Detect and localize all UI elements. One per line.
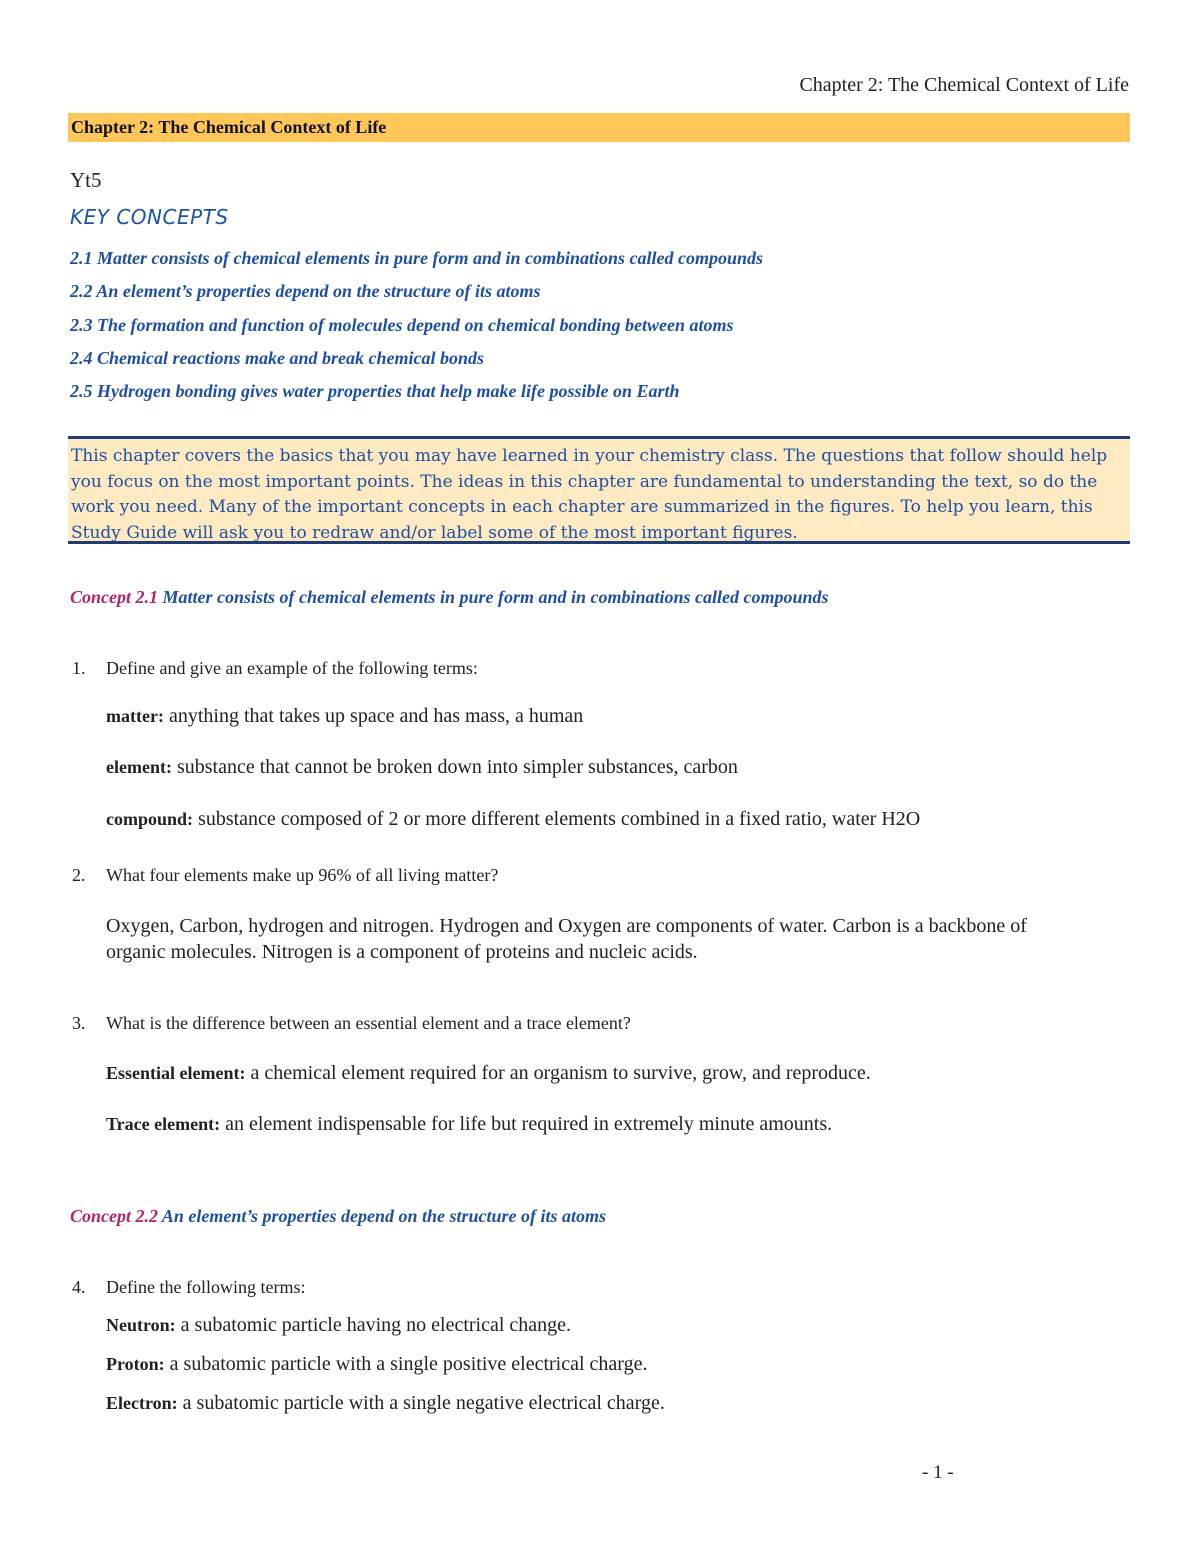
term-def: substance that cannot be broken down into simpler substances, carbon xyxy=(171,756,738,778)
key-concept-item: 2.3 The formation and function of molecules depend on chemical bonding between atoms xyxy=(70,315,734,335)
key-concept-item: 2.4 Chemical reactions make and break chemical bonds xyxy=(70,348,484,368)
term-label: compound: xyxy=(106,809,194,829)
term-label: Neutron: xyxy=(106,1315,176,1335)
intro-box xyxy=(68,436,1130,544)
concept-title: Matter consists of chemical elements in pure form and in combinations called compounds xyxy=(158,587,829,607)
term-def: a subatomic particle with a single negative electrical charge. xyxy=(177,1392,665,1414)
term-definition xyxy=(106,705,583,728)
term-definition xyxy=(106,808,920,831)
term-def: a chemical element required for an organism to survive, grow, and reproduce. xyxy=(245,1062,871,1084)
key-concepts-heading: KEY CONCEPTS xyxy=(70,205,229,229)
question-text: What four elements make up 96% of all living matter? xyxy=(106,865,499,885)
term-label: Proton: xyxy=(106,1354,165,1374)
term-definition xyxy=(106,1113,832,1136)
question-number: 1. xyxy=(72,658,86,678)
term-label: matter: xyxy=(106,706,164,726)
term-label: element: xyxy=(106,757,172,777)
concept-label: Concept 2.2 xyxy=(70,1206,158,1226)
intro-text: This chapter covers the basics that you may have learned in your chemistry class. The questions that follow should help you focus on the most important points. The ideas in this chapter are fundamental to understanding the text, so do the work you need. Many of the important concepts in each chapter are summarized in the figures. To help you learn, this Study Guide will ask you to redraw and/or label some of the most important figures. xyxy=(71,446,1108,543)
chapter-title: Chapter 2: The Chemical Context of Life xyxy=(71,117,387,137)
term-label: Essential element: xyxy=(106,1063,246,1083)
term-def: anything that takes up space and has mass, a human xyxy=(163,705,584,727)
key-concept-item: 2.2 An element’s properties depend on the structure of its atoms xyxy=(70,281,541,301)
term-def: substance composed of 2 or more different elements combined in a fixed ratio, water H2O xyxy=(193,808,921,830)
question-number: 3. xyxy=(72,1013,86,1033)
key-concept-item: 2.5 Hydrogen bonding gives water properties that help make life possible on Earth xyxy=(70,381,680,401)
question-number: 4. xyxy=(72,1277,86,1297)
answer-paragraph: Oxygen, Carbon, hydrogen and nitrogen. Hydrogen and Oxygen are components of water. Carbon is a backbone of organic molecules. Nitrogen is a component of proteins and nucleic acids. xyxy=(106,915,1027,963)
chapter-title-bar xyxy=(68,113,1130,142)
concept-2-2-heading xyxy=(70,1206,606,1227)
concept-title: An element’s properties depend on the structure of its atoms xyxy=(158,1206,607,1226)
term-label: Trace element: xyxy=(106,1114,221,1134)
question-text: Define and give an example of the following terms: xyxy=(106,658,478,678)
concept-label: Concept 2.1 xyxy=(70,587,158,607)
yt-text: Yt5 xyxy=(70,168,102,192)
question-number: 2. xyxy=(72,865,86,885)
term-def: a subatomic particle having no electrical change. xyxy=(175,1314,572,1336)
concept-2-1-heading xyxy=(70,587,829,608)
term-label: Electron: xyxy=(106,1393,178,1413)
question-text: What is the difference between an essential element and a trace element? xyxy=(106,1013,631,1033)
term-def: a subatomic particle with a single positive electrical charge. xyxy=(164,1353,648,1375)
page-number: - 1 - xyxy=(922,1462,954,1483)
term-definition xyxy=(106,1314,571,1337)
term-definition xyxy=(106,1353,647,1376)
key-concept-item: 2.1 Matter consists of chemical elements in pure form and in combinations called compounds xyxy=(70,248,764,268)
term-definition xyxy=(106,1392,665,1415)
term-definition xyxy=(106,756,738,779)
running-header: Chapter 2: The Chemical Context of Life xyxy=(799,74,1129,96)
question-text: Define the following terms: xyxy=(106,1277,306,1297)
term-def: an element indispensable for life but required in extremely minute amounts. xyxy=(220,1113,833,1135)
term-definition xyxy=(106,1062,871,1085)
